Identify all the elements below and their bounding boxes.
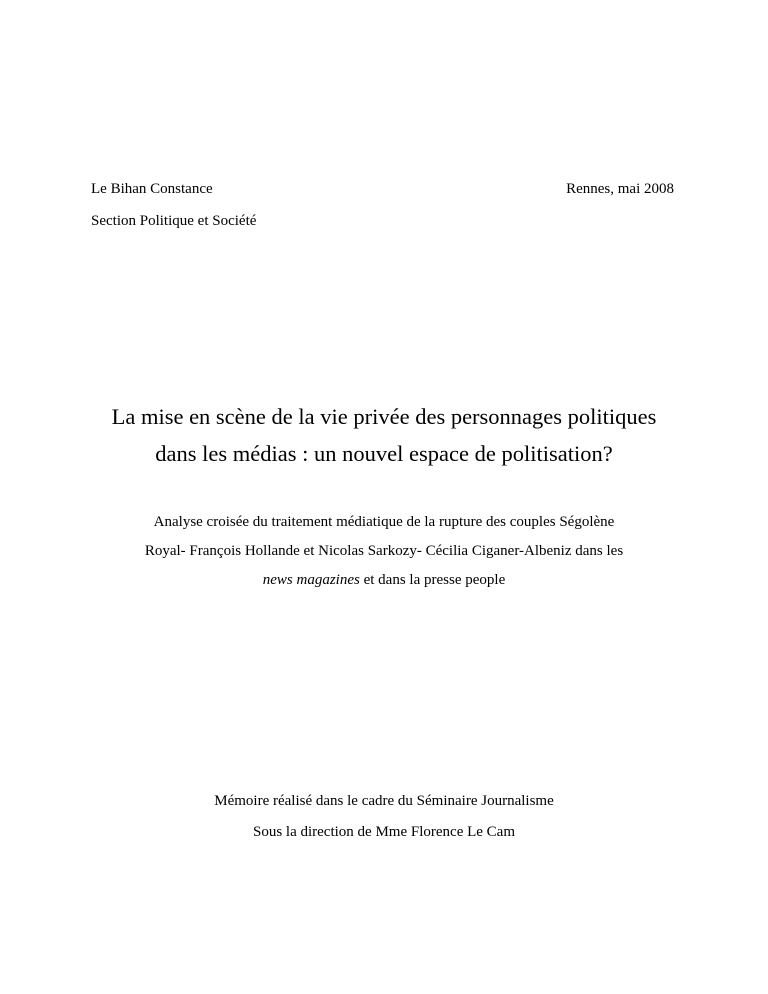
seminar-line: Mémoire réalisé dans le cadre du Séminaire Journalisme (214, 793, 554, 809)
subtitle-line-1: Analyse croisée du traitement médiatique de la rupture des couples Ségolène (153, 514, 615, 530)
thesis-subtitle (0, 508, 768, 595)
subtitle-line-3-rest: et dans la presse people (359, 572, 506, 588)
thesis-footer (0, 786, 768, 848)
subtitle-line-2: Royal- François Hollande et Nicolas Sarkozy- Cécilia Ciganer-Albeniz dans les (144, 543, 624, 559)
title-line-2: dans les médias : un nouvel espace de politisation? (155, 441, 613, 466)
thesis-title (0, 398, 768, 472)
author-name: Le Bihan Constance (91, 181, 213, 197)
subtitle-line-3 (0, 566, 768, 595)
supervisor-line: Sous la direction de Mme Florence Le Cam (252, 824, 516, 840)
subtitle-italic-term: news magazines (262, 572, 360, 588)
title-line-1: La mise en scène de la vie privée des personnages politiques (111, 404, 657, 429)
place-and-date: Rennes, mai 2008 (566, 181, 674, 197)
section-name: Section Politique et Société (91, 213, 257, 229)
